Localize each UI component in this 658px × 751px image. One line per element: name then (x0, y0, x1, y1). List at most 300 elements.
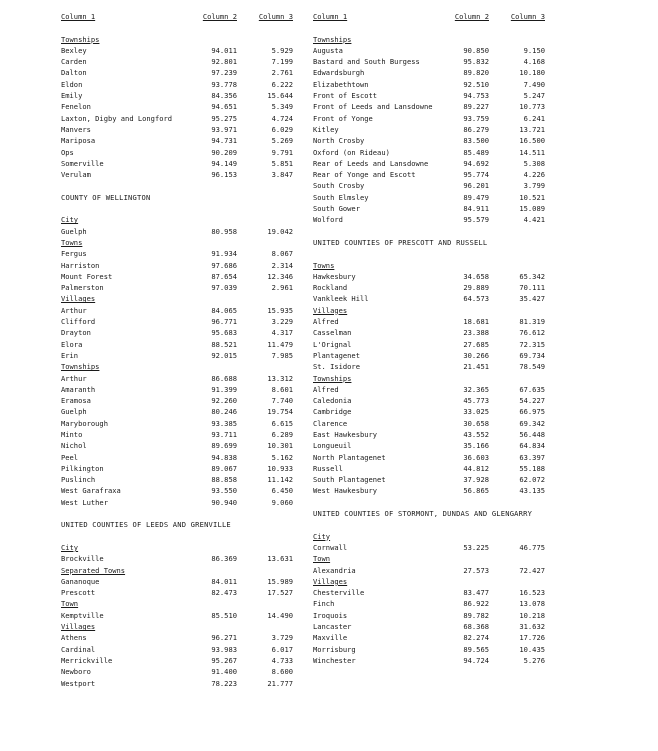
column-3-value: 10.218 (519, 610, 545, 620)
column-2-value: 84.065 (211, 305, 237, 315)
column-2-value: 88.521 (211, 339, 237, 349)
column-2-value: 89.479 (463, 192, 489, 202)
column-1-header: Column 1 (313, 12, 348, 21)
municipality-name: Cambridge (313, 407, 352, 417)
municipality-name: Iroquois (313, 610, 348, 620)
table-row (61, 282, 293, 293)
table-row (61, 79, 293, 90)
table-row (313, 395, 545, 406)
spacer (313, 248, 545, 259)
column-2-value: 90.209 (211, 147, 237, 157)
column-3-value: 66.975 (519, 407, 545, 417)
municipality-name: Caledonia (313, 396, 352, 406)
column-2-value: 95.579 (463, 215, 489, 225)
municipality-name: Gananoque (61, 576, 100, 586)
municipality-name: West Garafraxa (61, 486, 121, 496)
municipality-name: Laxton, Digby and Longford (61, 113, 173, 123)
column-3-value: 5.276 (523, 655, 545, 665)
column-2-value: 94.149 (211, 158, 237, 168)
municipality-name: Brockville (61, 554, 104, 564)
table-row (61, 610, 293, 621)
column-3-value: 21.777 (267, 678, 293, 688)
column-2-value: 80.246 (211, 407, 237, 417)
column-2-value: 93.759 (463, 113, 489, 123)
municipality-name: Athens (61, 633, 87, 643)
column-3-value: 65.342 (519, 271, 545, 281)
municipality-name: Mariposa (61, 136, 96, 146)
table-row (61, 384, 293, 395)
table-row (313, 485, 545, 496)
column-3-value: 6.222 (271, 79, 293, 89)
table-row (313, 282, 545, 293)
column-2-value: 89.227 (463, 102, 489, 112)
municipality-name: Westport (61, 678, 96, 688)
column-3-value: 9.150 (523, 45, 545, 55)
column-2-value: 95.275 (211, 113, 237, 123)
table-row (313, 418, 545, 429)
table-row (61, 135, 293, 146)
column-3-value: 17.726 (519, 633, 545, 643)
region-heading: UNITED COUNTIES OF PRESCOTT AND RUSSELL (313, 237, 488, 247)
column-3-value: 16.523 (519, 588, 545, 598)
table-row (313, 644, 545, 655)
municipality-name: Augusta (313, 45, 343, 55)
section-label-row (313, 305, 545, 316)
spacer (61, 180, 293, 191)
table-row (61, 452, 293, 463)
column-3-value: 35.427 (519, 294, 545, 304)
section-label-row (313, 373, 545, 384)
municipality-name: Finch (313, 599, 335, 609)
municipality-name: Alexandria (313, 565, 356, 575)
spacer (61, 203, 293, 214)
column-3-value: 14.490 (267, 610, 293, 620)
section-label-row (61, 293, 293, 304)
column-2-value: 94.731 (211, 136, 237, 146)
column-2-value: 93.385 (211, 418, 237, 428)
column-3-value: 9.791 (271, 147, 293, 157)
municipality-name: Harriston (61, 260, 100, 270)
column-3-value: 12.346 (267, 271, 293, 281)
municipality-name: South Gower (313, 204, 360, 214)
column-3-value: 13.078 (519, 599, 545, 609)
section-label-row (313, 34, 545, 45)
column-2-value: 27.573 (463, 565, 489, 575)
column-3-value: 3.729 (271, 633, 293, 643)
column-2-value: 88.858 (211, 475, 237, 485)
municipality-name: Kemptville (61, 610, 104, 620)
region-heading: UNITED COUNTIES OF STORMONT, DUNDAS AND GLENGARRY (313, 509, 533, 519)
column-2-value: 85.489 (463, 147, 489, 157)
right-table-body (313, 34, 545, 667)
section-label: Townships (313, 373, 352, 383)
column-2-header: Column 2 (454, 12, 489, 21)
region-heading-row (313, 237, 545, 248)
column-3-value: 8.601 (271, 384, 293, 394)
column-3-value: 5.851 (271, 158, 293, 168)
left-column (61, 11, 293, 689)
spacer (61, 508, 293, 519)
section-label-row (61, 361, 293, 372)
section-label: Towns (313, 260, 335, 270)
municipality-name: Fergus (61, 249, 87, 259)
column-1-header: Column 1 (61, 12, 96, 21)
column-3-value: 31.632 (519, 622, 545, 632)
table-row (61, 67, 293, 78)
column-2-value: 89.782 (463, 610, 489, 620)
column-3-value: 13.721 (519, 124, 545, 134)
municipality-name: Wolford (313, 215, 343, 225)
table-row (313, 293, 545, 304)
table-row (61, 395, 293, 406)
municipality-name: Clarence (313, 418, 348, 428)
section-label: Townships (313, 34, 352, 44)
column-2-value: 93.983 (211, 644, 237, 654)
table-row (61, 316, 293, 327)
column-2-value: 35.166 (463, 441, 489, 451)
column-3-value: 4.168 (523, 57, 545, 67)
municipality-name: Puslinch (61, 475, 96, 485)
column-2-value: 33.025 (463, 407, 489, 417)
column-2-value: 89.820 (463, 68, 489, 78)
municipality-name: Alfred (313, 384, 339, 394)
region-heading-row (313, 508, 545, 519)
column-2-value: 34.658 (463, 271, 489, 281)
table-row (313, 463, 545, 474)
municipality-name: North Crosby (313, 136, 365, 146)
column-2-value: 94.724 (463, 655, 489, 665)
column-3-value: 13.312 (267, 373, 293, 383)
column-3-value: 6.241 (523, 113, 545, 123)
section-label-row (313, 553, 545, 564)
municipality-name: Pilkington (61, 463, 104, 473)
municipality-name: Rear of Yonge and Escott (313, 170, 416, 180)
municipality-name: Manvers (61, 124, 91, 134)
table-row (61, 327, 293, 338)
municipality-name: Longueuil (313, 441, 352, 451)
column-3-value: 2.761 (271, 68, 293, 78)
column-2-value: 86.279 (463, 124, 489, 134)
table-row (313, 406, 545, 417)
column-2-value: 91.400 (211, 667, 237, 677)
municipality-name: Kitley (313, 124, 339, 134)
region-heading-row (61, 192, 293, 203)
column-2-value: 18.681 (463, 317, 489, 327)
table-row (313, 542, 545, 553)
table-row (61, 497, 293, 508)
column-2-value: 93.778 (211, 79, 237, 89)
column-3-value: 56.448 (519, 429, 545, 439)
column-3-value: 10.180 (519, 68, 545, 78)
municipality-name: Palmerston (61, 283, 104, 293)
column-3-value: 16.500 (519, 136, 545, 146)
municipality-name: Morrisburg (313, 644, 356, 654)
municipality-name: Chesterville (313, 588, 365, 598)
column-2-value: 87.654 (211, 271, 237, 281)
column-3-value: 78.549 (519, 362, 545, 372)
section-label-row (61, 214, 293, 225)
column-3-value: 6.029 (271, 124, 293, 134)
column-3-value: 62.072 (519, 475, 545, 485)
table-row (313, 56, 545, 67)
column-3-value: 6.450 (271, 486, 293, 496)
municipality-name: Russell (313, 463, 343, 473)
column-3-value: 5.162 (271, 452, 293, 462)
column-2-value: 89.067 (211, 463, 237, 473)
table-row (61, 113, 293, 124)
table-row (313, 565, 545, 576)
municipality-name: Front of Leeds and Lansdowne (313, 102, 433, 112)
municipality-name: L'Orignal (313, 339, 352, 349)
table-row (313, 384, 545, 395)
column-3-value: 3.229 (271, 317, 293, 327)
section-label: Villages (61, 622, 96, 632)
table-row (61, 56, 293, 67)
column-2-value: 91.934 (211, 249, 237, 259)
column-3-value: 63.397 (519, 452, 545, 462)
section-label-row (61, 621, 293, 632)
column-3-value: 8.067 (271, 249, 293, 259)
table-row (61, 339, 293, 350)
municipality-name: Nichol (61, 441, 87, 451)
table-row (61, 373, 293, 384)
section-label: Townships (61, 362, 100, 372)
municipality-name: Prescott (61, 588, 96, 598)
spacer (61, 531, 293, 542)
column-3-value: 3.799 (523, 181, 545, 191)
section-label: Villages (313, 305, 348, 315)
municipality-name: Arthur (61, 305, 87, 315)
section-label: City (313, 531, 331, 541)
section-label: City (61, 215, 79, 225)
column-3-value: 72.427 (519, 565, 545, 575)
column-2-value: 96.271 (211, 633, 237, 643)
table-row (313, 45, 545, 56)
column-2-value: 96.771 (211, 317, 237, 327)
column-3-value: 15.935 (267, 305, 293, 315)
table-row (313, 169, 545, 180)
column-2-value: 91.399 (211, 384, 237, 394)
column-2-value: 45.773 (463, 396, 489, 406)
column-2-value: 83.500 (463, 136, 489, 146)
municipality-name: Ops (61, 147, 74, 157)
table-row (61, 45, 293, 56)
municipality-name: Cornwall (313, 542, 348, 552)
column-3-value: 72.315 (519, 339, 545, 349)
column-3-value: 15.989 (267, 576, 293, 586)
table-row (313, 135, 545, 146)
column-2-value: 89.699 (211, 441, 237, 451)
table-row (61, 429, 293, 440)
column-2-value: 53.225 (463, 542, 489, 552)
column-3-header: Column 3 (258, 12, 293, 21)
column-2-value: 92.801 (211, 57, 237, 67)
municipality-name: Emily (61, 91, 83, 101)
table-row (313, 158, 545, 169)
column-3-value: 10.521 (519, 192, 545, 202)
column-2-value: 86.922 (463, 599, 489, 609)
region-heading-row (61, 519, 293, 530)
municipality-name: Guelph (61, 407, 87, 417)
column-2-value: 97.039 (211, 283, 237, 293)
column-2-value: 90.850 (463, 45, 489, 55)
column-3-value: 6.289 (271, 429, 293, 439)
column-3-value: 7.490 (523, 79, 545, 89)
municipality-name: Bastard and South Burgess (313, 57, 420, 67)
column-3-value: 4.733 (271, 655, 293, 665)
municipality-name: Eramosa (61, 396, 91, 406)
municipality-name: Elora (61, 339, 83, 349)
section-label: Towns (61, 237, 83, 247)
table-row (313, 598, 545, 609)
column-3-value: 7.740 (271, 396, 293, 406)
column-3-value: 54.227 (519, 396, 545, 406)
section-label-row (313, 531, 545, 542)
column-2-value: 85.510 (211, 610, 237, 620)
column-3-value: 43.135 (519, 486, 545, 496)
column-2-value: 94.838 (211, 452, 237, 462)
section-label-row (61, 565, 293, 576)
column-3-value: 5.349 (271, 102, 293, 112)
column-3-value: 69.734 (519, 350, 545, 360)
column-2-value: 94.011 (211, 45, 237, 55)
column-3-value: 3.847 (271, 170, 293, 180)
table-row (313, 101, 545, 112)
column-2-value: 80.958 (211, 226, 237, 236)
column-3-value: 7.985 (271, 350, 293, 360)
table-row (61, 350, 293, 361)
column-2-value: 89.565 (463, 644, 489, 654)
column-2-value: 29.889 (463, 283, 489, 293)
column-2-value: 96.153 (211, 170, 237, 180)
municipality-name: Alfred (313, 317, 339, 327)
municipality-name: North Plantagenet (313, 452, 386, 462)
table-row (61, 260, 293, 271)
column-3-value: 2.314 (271, 260, 293, 270)
column-2-value: 32.365 (463, 384, 489, 394)
column-2-value: 78.223 (211, 678, 237, 688)
table-row (313, 327, 545, 338)
municipality-name: Vankleek Hill (313, 294, 369, 304)
region-heading: UNITED COUNTIES OF LEEDS AND GRENVILLE (61, 520, 231, 530)
column-2-header: Column 2 (202, 12, 237, 21)
table-row (61, 576, 293, 587)
table-row (61, 632, 293, 643)
table-row (313, 147, 545, 158)
municipality-name: Merrickville (61, 655, 113, 665)
column-2-value: 86.688 (211, 373, 237, 383)
column-2-value: 86.369 (211, 554, 237, 564)
column-3-value: 2.961 (271, 283, 293, 293)
column-3-value: 17.527 (267, 588, 293, 598)
column-3-value: 5.247 (523, 91, 545, 101)
table-row (61, 305, 293, 316)
table-row (313, 203, 545, 214)
municipality-name: Rockland (313, 283, 348, 293)
column-3-value: 4.421 (523, 215, 545, 225)
column-2-value: 64.573 (463, 294, 489, 304)
column-2-value: 83.477 (463, 588, 489, 598)
section-label-row (313, 576, 545, 587)
column-3-value: 10.773 (519, 102, 545, 112)
column-2-value: 97.239 (211, 68, 237, 78)
table-row (313, 124, 545, 135)
spacer (313, 226, 545, 237)
municipality-name: Winchester (313, 655, 356, 665)
table-row (313, 429, 545, 440)
section-label: Town (313, 554, 331, 564)
table-row (313, 655, 545, 666)
right-column (313, 11, 545, 666)
table-row (313, 440, 545, 451)
table-row (61, 485, 293, 496)
municipality-name: West Luther (61, 497, 108, 507)
column-2-value: 95.267 (211, 655, 237, 665)
municipality-name: Guelph (61, 226, 87, 236)
column-2-value: 95.832 (463, 57, 489, 67)
column-3-value: 46.775 (519, 542, 545, 552)
table-row (313, 339, 545, 350)
column-2-value: 95.683 (211, 328, 237, 338)
column-2-value: 93.971 (211, 124, 237, 134)
column-3-value: 6.615 (271, 418, 293, 428)
column-2-value: 30.658 (463, 418, 489, 428)
column-3-value: 10.301 (267, 441, 293, 451)
column-3-value: 64.834 (519, 441, 545, 451)
column-3-value: 67.635 (519, 384, 545, 394)
column-3-value: 69.342 (519, 418, 545, 428)
table-row (313, 316, 545, 327)
table-row (61, 644, 293, 655)
column-2-value: 92.260 (211, 396, 237, 406)
municipality-name: Drayton (61, 328, 91, 338)
municipality-name: Front of Yonge (313, 113, 373, 123)
municipality-name: Amaranth (61, 384, 96, 394)
table-row (61, 463, 293, 474)
table-row (61, 418, 293, 429)
municipality-name: East Hawkesbury (313, 429, 378, 439)
table-row (61, 248, 293, 259)
municipality-name: Plantagenet (313, 350, 360, 360)
column-3-value: 70.111 (519, 283, 545, 293)
municipality-name: Oxford (on Rideau) (313, 147, 390, 157)
column-3-value: 14.511 (519, 147, 545, 157)
section-label: Villages (61, 294, 96, 304)
table-row (313, 610, 545, 621)
municipality-name: Clifford (61, 317, 96, 327)
municipality-name: Maryborough (61, 418, 108, 428)
table-row (61, 169, 293, 180)
column-3-value: 8.600 (271, 667, 293, 677)
column-3-value: 19.042 (267, 226, 293, 236)
municipality-name: Dalton (61, 68, 87, 78)
right-header-row (313, 11, 545, 22)
column-2-value: 68.368 (463, 622, 489, 632)
spacer (313, 497, 545, 508)
municipality-name: South Plantagenet (313, 475, 386, 485)
spacer (313, 519, 545, 530)
municipality-name: South Elmsley (313, 192, 369, 202)
column-2-value: 96.201 (463, 181, 489, 191)
column-2-value: 94.692 (463, 158, 489, 168)
section-label: Town (61, 599, 79, 609)
column-2-value: 93.711 (211, 429, 237, 439)
table-row (61, 553, 293, 564)
column-3-value: 11.479 (267, 339, 293, 349)
column-2-value: 94.651 (211, 102, 237, 112)
column-2-value: 21.451 (463, 362, 489, 372)
column-3-value: 81.319 (519, 317, 545, 327)
